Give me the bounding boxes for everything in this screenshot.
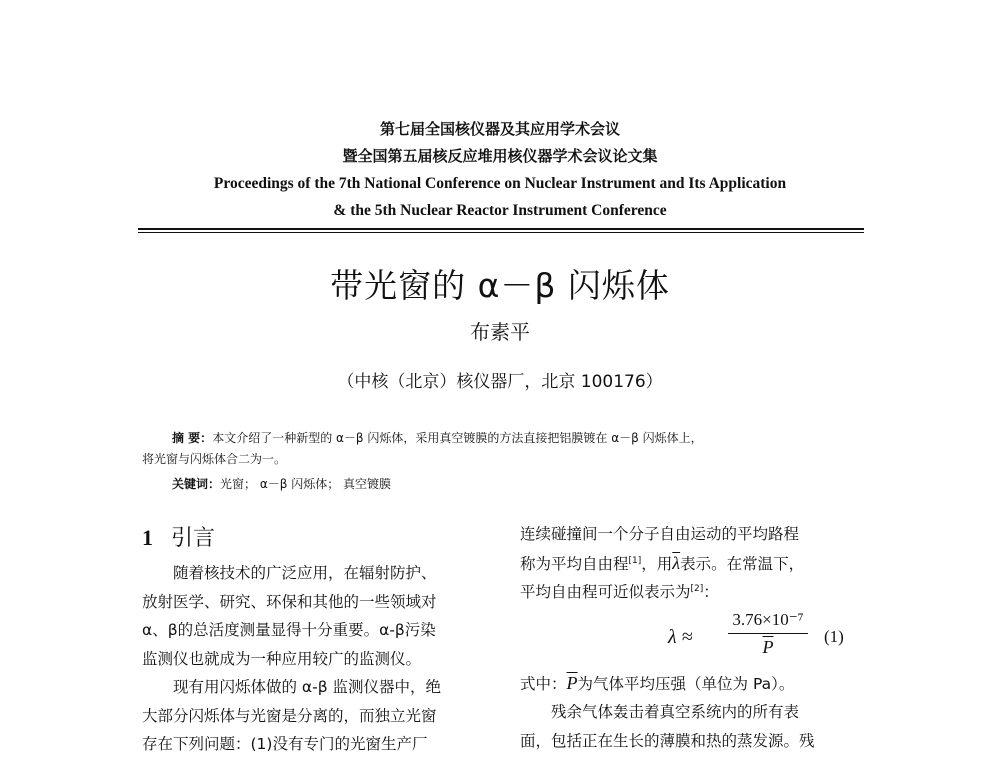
header-line-en-2: & the 5th Nuclear Reactor Instrument Conference (333, 202, 667, 219)
keywords-line (142, 474, 866, 495)
abstract-line-2: 将光窗与闪烁体合二为一。 (142, 452, 287, 466)
body-line: 监测仪也就成为一种应用较广的监测仪。 (142, 649, 422, 668)
text-run: 称为平均自由程 (520, 554, 629, 573)
header-divider-thick (138, 228, 864, 230)
pressure-symbol: $\overline{P}$ (762, 636, 774, 657)
abstract-text-1: 本文介绍了一种新型的 α－β 闪烁体，采用真空镀膜的方法直接把铝膜镀在 α－β 闪烁体上， (212, 431, 703, 445)
body-line (520, 549, 865, 579)
text-run: ，用 (641, 554, 673, 573)
keywords-text: 光窗； α－β 闪烁体； 真空镀膜 (220, 477, 392, 491)
lambda-symbol: $\overline{\lambda}$ (672, 552, 681, 573)
section-heading (142, 520, 487, 557)
paper-author: 布素平 (470, 320, 530, 344)
body-line: 随着核技术的广泛应用，在辐射防护、 (173, 564, 437, 582)
fraction-bar (728, 633, 808, 634)
header-line-zh-2: 暨全国第五届核反应堆用核仪器学术会议论文集 (342, 147, 658, 165)
keywords-label: 关键词： (172, 477, 221, 491)
section-title: 引言 (171, 526, 216, 551)
section-number: 1 (142, 525, 153, 550)
body-line: 连续碰撞间一个分子自由运动的平均路程 (520, 525, 800, 543)
text-run: 平均自由程可近似表示为 (520, 583, 691, 601)
equation-fraction (728, 609, 808, 658)
body-line: 面，包括正在生长的薄膜和热的蒸发源。残 (520, 731, 815, 750)
body-line: 大部分闪烁体与光窗是分离的，而独立光窗 (142, 706, 437, 725)
body-line: 现有用闪烁体做的 α-β 监测仪器中，绝 (173, 678, 442, 696)
header-divider-thin (138, 232, 864, 233)
text-run: 式中： (520, 674, 567, 693)
text-run: ： (703, 583, 719, 601)
left-column (142, 520, 487, 759)
body-line: 残余气体轰击着真空系统内的所有表 (551, 703, 800, 721)
abstract-block (142, 428, 866, 495)
right-column (520, 520, 865, 755)
body-line: 存在下列问题：(1)没有专门的光窗生产厂 (142, 735, 428, 753)
header-line-zh-1: 第七届全国核仪器及其应用学术会议 (379, 120, 620, 138)
body-line: α、β的总活度测量显得十分重要。α-β污染 (142, 621, 436, 639)
equation-1 (520, 609, 865, 669)
paper-title: 带光窗的 α－β 闪烁体 (330, 266, 670, 305)
text-run: 表示。在常温下， (680, 554, 805, 573)
abstract-line-1 (142, 428, 866, 449)
body-line (520, 578, 865, 607)
reference-marker: [1] (628, 555, 642, 566)
equation-lhs: λ ≈ (668, 625, 693, 648)
abstract-label: 摘 要： (172, 431, 213, 445)
reference-marker: [2] (690, 583, 704, 594)
text-run: 为气体平均压强（单位为 Pa）。 (577, 674, 795, 693)
equation-number: (1) (824, 626, 844, 646)
header-line-en-1: Proceedings of the 7th National Conference on Nuclear Instrument and Its Application (213, 175, 787, 192)
body-line (520, 669, 865, 699)
body-line: 放射医学、研究、环保和其他的一些领域对 (142, 592, 437, 611)
equation-denominator (728, 636, 808, 658)
equation-numerator: 3.76×10⁻⁷ (732, 609, 804, 629)
pressure-symbol: $\overline{P}$ (566, 672, 578, 693)
conference-header (0, 116, 1000, 224)
paper-affiliation: （中核（北京）核仪器厂，北京 100176） (337, 372, 663, 392)
